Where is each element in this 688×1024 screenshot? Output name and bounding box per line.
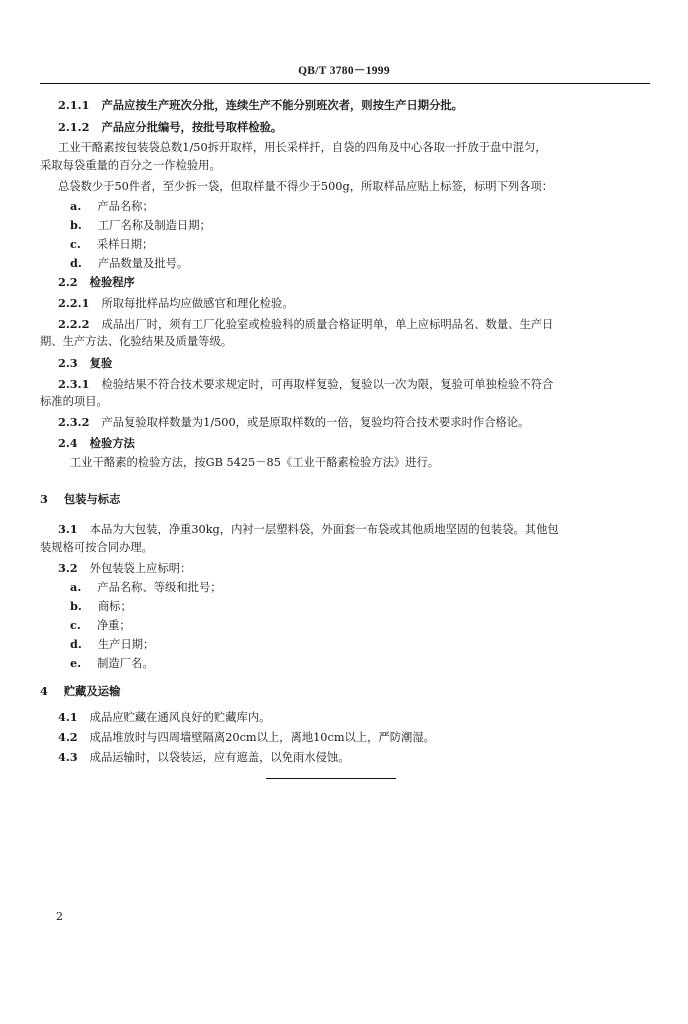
clause-text: 产品应分批编号，按批号取样检验。	[101, 120, 283, 134]
clause-number: 2.1.2	[58, 120, 90, 134]
clause-2-1-1	[58, 97, 463, 114]
section-2-2-heading: 2.2 检验程序	[58, 275, 135, 289]
section-3-heading: 3 包装与标志	[40, 492, 121, 506]
document-code-header: QB/T 3780－1999	[298, 65, 390, 77]
section-2-3-heading: 2.3 复验	[58, 356, 113, 370]
list-item: d. 产品数量及批号。	[70, 256, 189, 270]
list-item: b. 工厂名称及制造日期；	[70, 218, 211, 232]
section-2-4-heading: 2.4 检验方法	[58, 436, 135, 450]
header-rule	[40, 83, 650, 84]
list-item: c. 采样日期；	[70, 237, 154, 251]
label-requirement-paragraph: 总袋数少于50件者，至少拆一袋，但取样量不得少于500g，所取样品应贴上标签，标明下列各项：	[58, 180, 554, 193]
clause-4-3: 4.3 成品运输时，以袋装运，应有遮盖，以免雨水侵蚀。	[58, 750, 350, 764]
clause-2-3-1: 2.3.1 检验结果不符合技术要求规定时，可再取样复验，复验以一次为限，复验可单独检验不符合	[58, 377, 554, 391]
clause-3-2: 3.2 外包装袋上应标明：	[58, 561, 192, 575]
page-number: 2	[56, 910, 63, 923]
clause-2-2-2: 2.2.2 成品出厂时，须有工厂化验室或检验科的质量合格证明单，单上应标明品名、数量、生产日	[58, 317, 554, 331]
list-item: a. 产品名称、等级和批号；	[70, 580, 222, 594]
section-4-heading: 4 贮藏及运输	[40, 684, 121, 698]
list-item: d. 生产日期；	[70, 637, 155, 651]
list-item: c. 净重；	[70, 618, 131, 632]
list-item: a. 产品名称；	[70, 199, 154, 213]
clause-2-2-1: 2.2.1 所取每批样品均应做感官和理化检验。	[58, 296, 294, 310]
clause-4-1: 4.1 成品应贮藏在通风良好的贮藏库内。	[58, 710, 271, 724]
test-method-paragraph: 工业干酪素的检验方法，按GB 5425－85《工业干酪素检验方法》进行。	[70, 456, 440, 469]
clause-3-1-continuation: 装规格可按合同办理。	[40, 541, 153, 554]
sampling-paragraph-line-2: 采取每袋重量的百分之一作检验用。	[40, 159, 221, 172]
sampling-paragraph-line-1: 工业干酪素按包装袋总数1/50拆开取样，用长采样扦，自袋的四角及中心各取一扦放于盘中混匀，	[58, 141, 547, 154]
clause-3-1: 3.1 本品为大包装，净重30kg，内衬一层塑料袋，外面套一布袋或其他质地坚固的包装袋。其他包	[58, 522, 559, 536]
clause-2-1-2	[58, 119, 282, 136]
clause-2-3-1-continuation: 标准的项目。	[40, 395, 108, 408]
clause-4-2: 4.2 成品堆放时与四周墙壁隔离20cm以上，离地10cm以上，严防潮湿。	[58, 730, 435, 744]
clause-text: 产品应按生产班次分批，连续生产不能分别班次者，则按生产日期分批。	[101, 98, 463, 112]
list-item: b. 商标；	[70, 599, 132, 613]
clause-2-2-2-continuation: 期、生产方法、化验结果及质量等级。	[40, 335, 233, 348]
end-of-document-rule	[266, 778, 396, 779]
clause-2-3-2: 2.3.2 产品复验取样数量为1/500，或是原取样数的一倍，复验均符合技术要求时作合格论。	[58, 415, 530, 429]
clause-number: 2.1.1	[58, 98, 90, 112]
list-item: e. 制造厂名。	[70, 656, 154, 670]
